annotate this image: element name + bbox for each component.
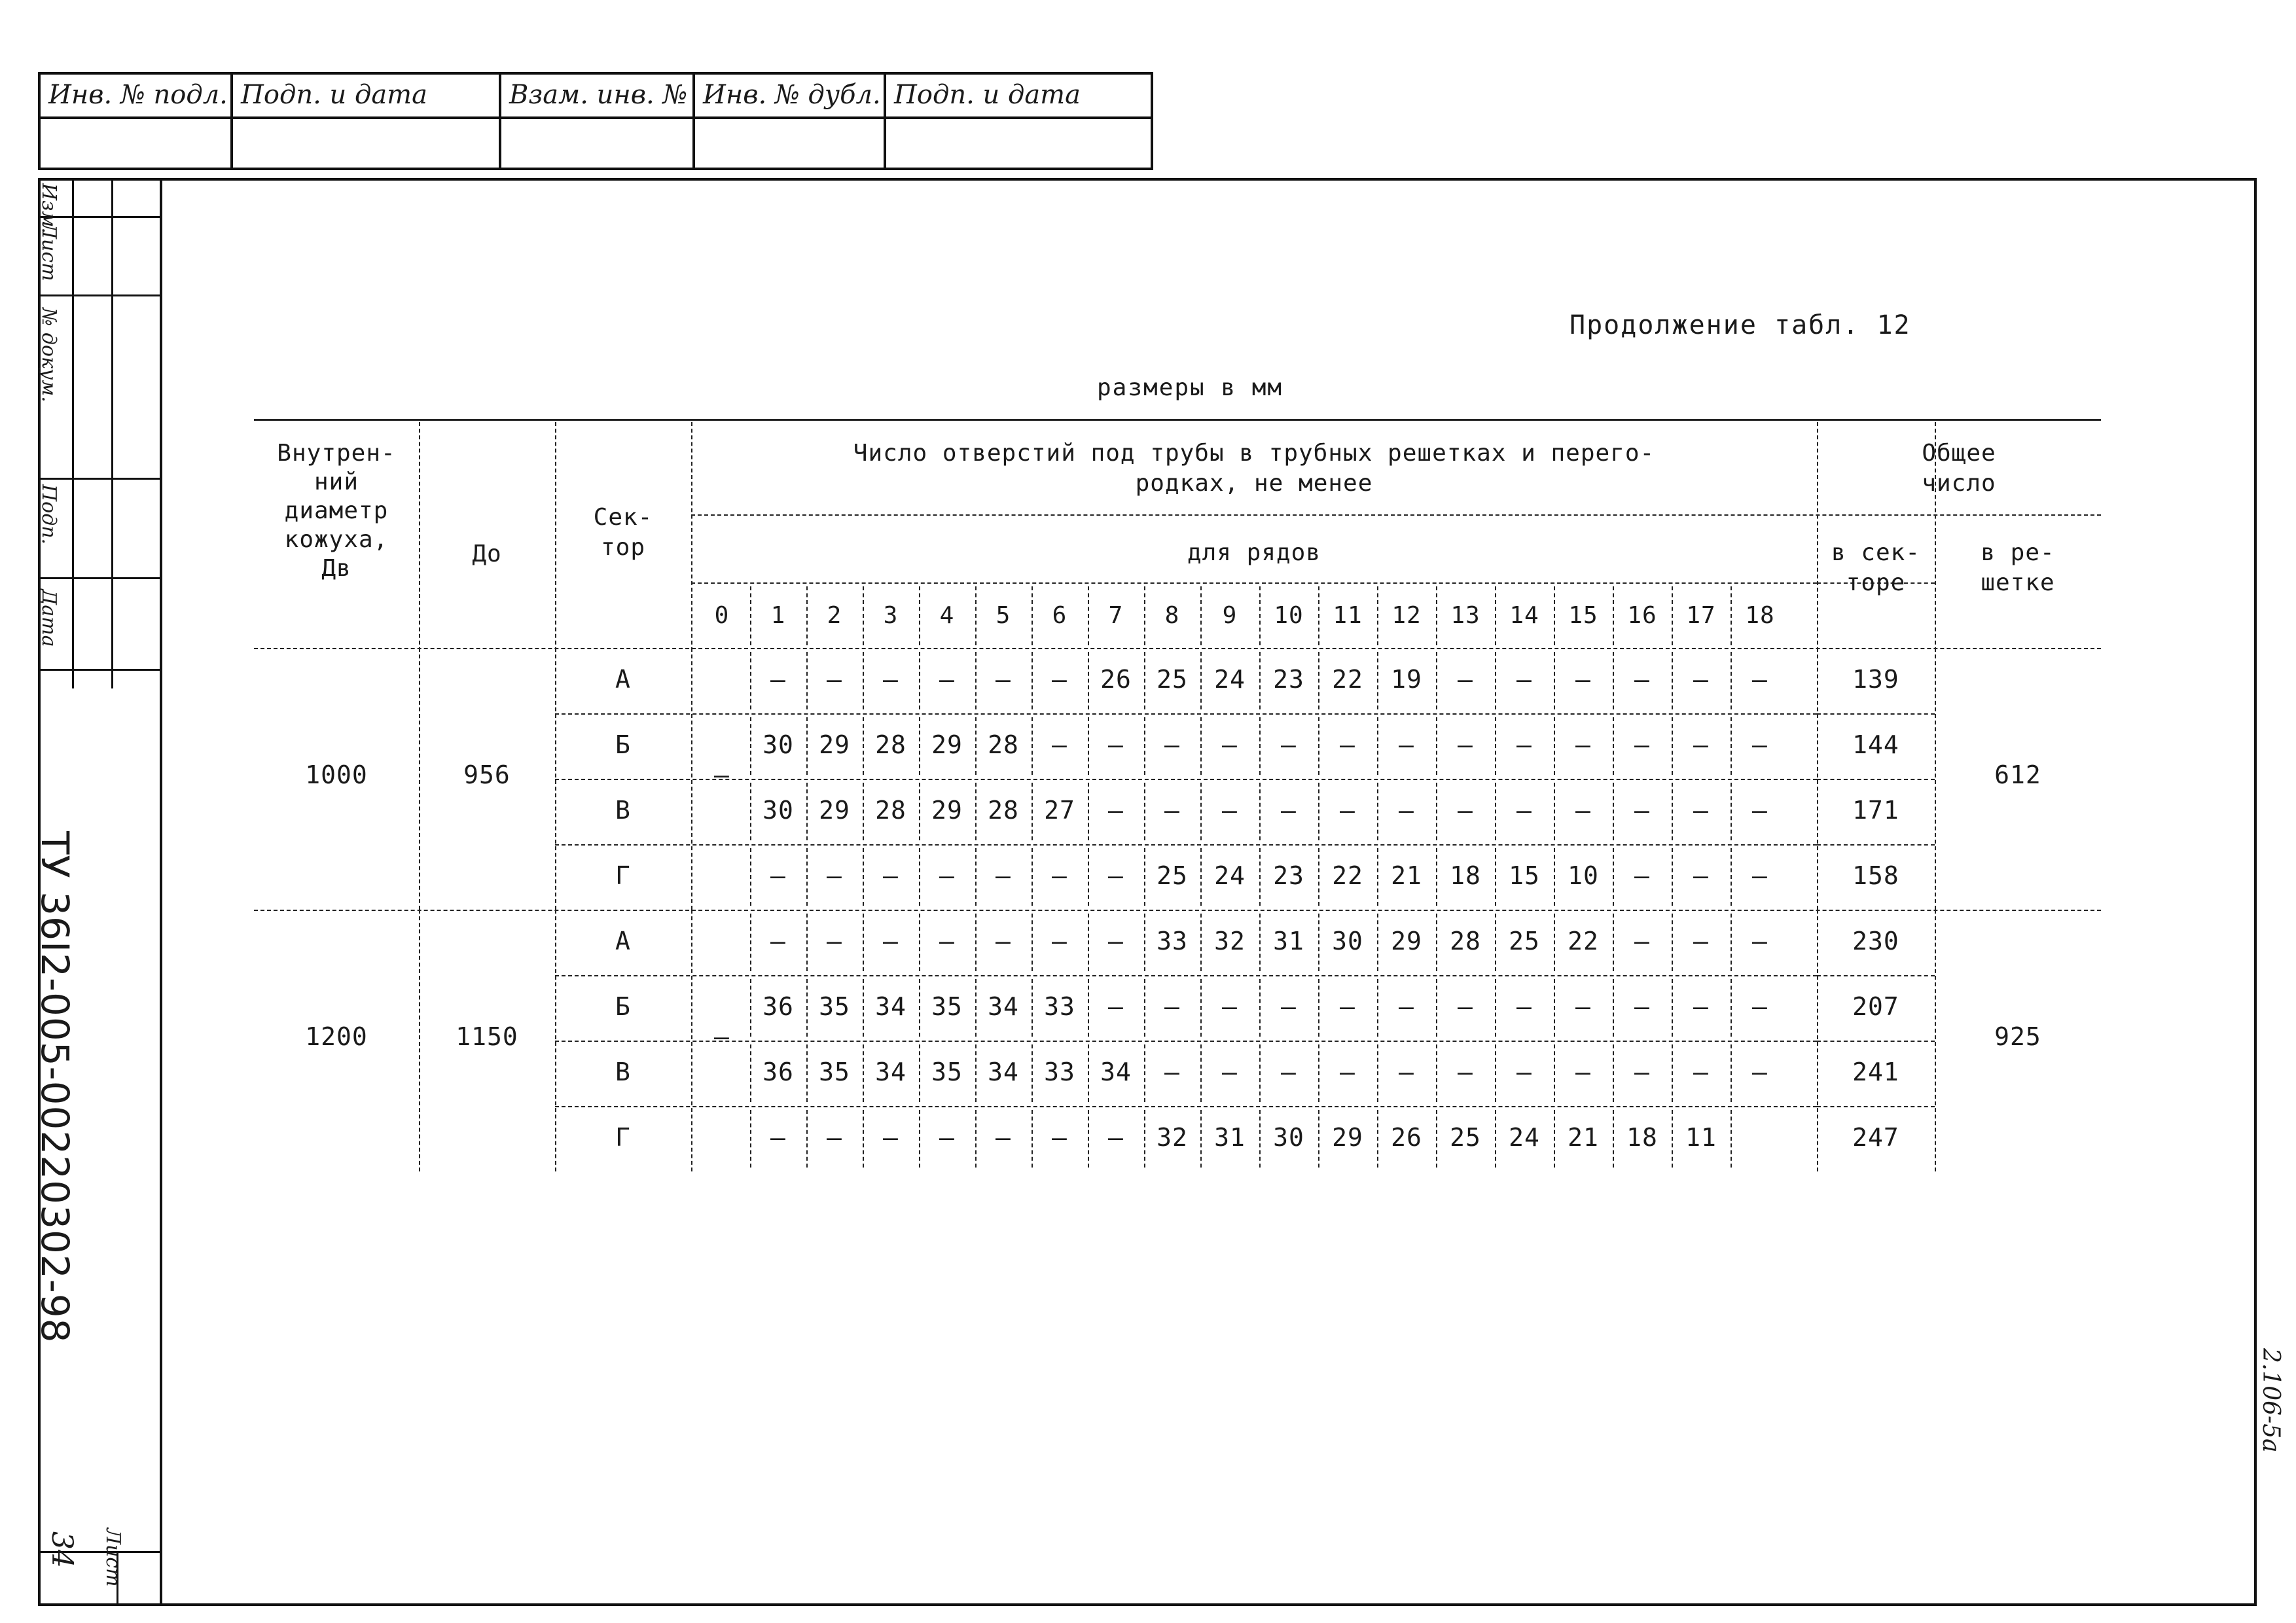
in-grid-cell: 612 <box>1994 760 2041 789</box>
row-number-header: 11 <box>1333 602 1363 629</box>
row-value-cell: – <box>996 1123 1011 1152</box>
holes-header-line: Число отверстий под трубы в трубных решетках и перего- <box>853 440 1655 467</box>
row-value-cell: – <box>1340 730 1355 759</box>
row-number-header: 18 <box>1745 602 1775 629</box>
row-number-header: 3 <box>883 602 899 629</box>
row-value-cell: – <box>1281 730 1297 759</box>
row-value-cell: – <box>996 927 1011 955</box>
row-value-cell: 26 <box>1100 665 1132 694</box>
row-value-cell: – <box>939 861 955 890</box>
row-value-cell: 33 <box>1044 992 1075 1021</box>
row-value-cell: 35 <box>819 992 850 1021</box>
row-value-cell: 21 <box>1568 1123 1599 1152</box>
row-value-cell: 30 <box>762 796 794 825</box>
row-value-cell: 35 <box>819 1058 850 1086</box>
in-sector-cell: 207 <box>1852 992 1899 1021</box>
strip-label-change: Изм. <box>37 183 60 234</box>
row-number-header: 4 <box>939 602 955 629</box>
row-value-cell: 23 <box>1273 665 1304 694</box>
row-value-cell: 36 <box>762 1058 794 1086</box>
row-value-cell: – <box>1752 665 1768 694</box>
row-value-cell: 35 <box>931 1058 963 1086</box>
sector-cell: А <box>615 665 631 694</box>
row-value-cell: – <box>1458 796 1473 825</box>
row-value-cell: – <box>1108 861 1124 890</box>
inner-diameter-header-line: Внутрен- <box>277 440 396 467</box>
in-grid-header-line: шетке <box>1981 569 2055 596</box>
row-value-cell: – <box>1281 1058 1297 1086</box>
inner-diameter-header-line: диаметр <box>284 497 389 524</box>
row-value-cell: – <box>1575 796 1591 825</box>
header-rule <box>691 514 2101 516</box>
row-value-cell: – <box>1575 665 1591 694</box>
sector-rule <box>555 975 1817 976</box>
row-value-cell: – <box>1458 730 1473 759</box>
row-value-cell: – <box>1340 796 1355 825</box>
inner-diameter-header-line: Дв <box>321 555 351 582</box>
row-value-cell: 25 <box>1450 1123 1481 1152</box>
row-value-cell: – <box>827 1123 842 1152</box>
sector-header-line: Сек- <box>593 504 653 531</box>
strip-label-signature: Подп. <box>37 484 60 545</box>
row-number-header: 1 <box>770 602 786 629</box>
row-number-header: 15 <box>1568 602 1598 629</box>
row-value-cell: – <box>1458 665 1473 694</box>
in-sector-cell: 247 <box>1852 1123 1899 1152</box>
row-value-cell: – <box>1222 1058 1238 1086</box>
stamp-header-replaced-inv: Взам. инв. № <box>501 75 695 118</box>
group-rule <box>254 910 2101 911</box>
row-value-cell: – <box>1693 1058 1709 1086</box>
row-value-cell: 28 <box>988 796 1019 825</box>
row-value-cell: – <box>1634 927 1650 955</box>
row-value-cell: – <box>996 665 1011 694</box>
sector-cell: Г <box>615 861 631 890</box>
inner-diameter-cell: 1000 <box>305 760 368 789</box>
row-value-cell: – <box>1164 796 1180 825</box>
row-value-cell: – <box>1752 796 1768 825</box>
row-value-cell: – <box>1399 992 1414 1021</box>
row-value-cell: – <box>1340 992 1355 1021</box>
row-value-cell: – <box>1575 730 1591 759</box>
row-value-cell: – <box>827 927 842 955</box>
row-value-cell: 18 <box>1626 1123 1658 1152</box>
row-value-cell: – <box>1575 992 1591 1021</box>
row-value-cell: 22 <box>1332 665 1363 694</box>
sector-rule <box>555 1041 1817 1042</box>
row-value-cell: 28 <box>875 730 906 759</box>
sector-rule <box>555 779 1817 780</box>
sector-rule <box>1817 844 1935 846</box>
stamp-header-sign-date-2: Подп. и дата <box>894 80 1081 110</box>
row-number-header: 16 <box>1627 602 1657 629</box>
do-cell: 1150 <box>456 1022 518 1051</box>
row-value-cell: 10 <box>1568 861 1599 890</box>
total-header-line: Общее <box>1922 440 1996 467</box>
row-value-cell: – <box>1516 665 1532 694</box>
row-number-header: 5 <box>996 602 1011 629</box>
row-value-cell: 34 <box>1100 1058 1132 1086</box>
row-value-cell: – <box>1693 927 1709 955</box>
sector-rule <box>1817 1041 1935 1042</box>
row-value-cell: – <box>1693 730 1709 759</box>
row-value-cell: – <box>1222 730 1238 759</box>
sector-rule <box>1817 1106 1935 1107</box>
row-value-cell: – <box>996 861 1011 890</box>
row-value-cell: – <box>1222 992 1238 1021</box>
row-value-cell: 26 <box>1391 1123 1422 1152</box>
units-caption: размеры в мм <box>1097 374 1283 401</box>
inner-diameter-header-line: кожуха, <box>284 526 389 553</box>
row-value-cell: – <box>1052 861 1067 890</box>
inner-diameter-cell: 1200 <box>305 1022 368 1051</box>
row-value-cell: 32 <box>1214 927 1246 955</box>
row-value-cell: – <box>1575 1058 1591 1086</box>
row-value-cell: 30 <box>1273 1123 1304 1152</box>
row-value-cell: – <box>1052 730 1067 759</box>
row-value-cell: 33 <box>1157 927 1188 955</box>
row-value-cell: 34 <box>875 992 906 1021</box>
row-value-cell: – <box>1399 796 1414 825</box>
row-value-cell: 24 <box>1214 861 1246 890</box>
row-number-header: 12 <box>1391 602 1422 629</box>
row-value-cell: – <box>1164 730 1180 759</box>
in-grid-header-line: в ре- <box>1981 539 2055 566</box>
row-value-cell: – <box>883 665 899 694</box>
row-value-cell: – <box>827 861 842 890</box>
in-sector-cell: 241 <box>1852 1058 1899 1086</box>
row-value-cell: – <box>1164 992 1180 1021</box>
row-value-cell: 11 <box>1685 1123 1717 1152</box>
row-value-cell: 29 <box>819 730 850 759</box>
row-value-cell: – <box>1052 1123 1067 1152</box>
row-value-cell: – <box>1399 1058 1414 1086</box>
row-value-cell: 30 <box>762 730 794 759</box>
in-sector-cell: 158 <box>1852 861 1899 890</box>
row-number-header: 13 <box>1450 602 1480 629</box>
row-value-cell: – <box>1693 861 1709 890</box>
row-value-cell: – <box>939 1123 955 1152</box>
row-value-cell: 31 <box>1214 1123 1246 1152</box>
header-rule <box>691 582 1817 584</box>
row-value-cell: – <box>1634 730 1650 759</box>
sector-rule <box>555 713 1817 715</box>
row-value-cell: – <box>1693 796 1709 825</box>
row-value-cell: – <box>1516 730 1532 759</box>
row-value-cell: – <box>1634 665 1650 694</box>
in-sector-header-line: в сек- <box>1831 539 1921 566</box>
sector-rule <box>555 1106 1817 1107</box>
row-value-cell: 22 <box>1332 861 1363 890</box>
row-value-cell: 33 <box>1044 1058 1075 1086</box>
margin-code: 2.106-5а <box>2257 1348 2284 1453</box>
in-sector-cell: 144 <box>1852 730 1899 759</box>
grid-line <box>419 422 420 651</box>
row-value-cell: 15 <box>1509 861 1540 890</box>
row-number-header: 14 <box>1509 602 1539 629</box>
row-number-header: 6 <box>1052 602 1067 629</box>
total-header-line: число <box>1922 470 1996 497</box>
row-value-cell: 29 <box>931 796 963 825</box>
row-value-cell: – <box>1340 1058 1355 1086</box>
row-value-cell: – <box>1108 796 1124 825</box>
row-value-cell: – <box>1281 796 1297 825</box>
row-value-cell: – <box>770 927 786 955</box>
inner-diameter-header-line: ний <box>314 469 359 495</box>
sector-cell: Б <box>615 730 631 759</box>
row-value-cell: – <box>1458 992 1473 1021</box>
row-value-cell: – <box>1752 992 1768 1021</box>
row-value-cell: – <box>1108 992 1124 1021</box>
strip-label-doc-num: № докум. <box>37 308 60 402</box>
in-sector-cell: 139 <box>1852 665 1899 694</box>
row-value-cell: – <box>883 861 899 890</box>
row-value-cell: – <box>770 665 786 694</box>
stamp-header-sign-date: Подп. и дата <box>233 75 501 118</box>
row-value-cell: 18 <box>1450 861 1481 890</box>
group-rule <box>254 648 2101 649</box>
row-value-cell: 29 <box>1332 1123 1363 1152</box>
row-value-cell: 22 <box>1568 927 1599 955</box>
row-value-cell: 31 <box>1273 927 1304 955</box>
row-value-cell: – <box>1516 796 1532 825</box>
strip-label-date: Дата <box>37 589 60 647</box>
stamp-header-inv-orig: Инв. № подл. <box>41 75 233 118</box>
sector-rule <box>555 844 1817 846</box>
row-number-header: 9 <box>1222 602 1238 629</box>
row-value-cell: – <box>1516 992 1532 1021</box>
row-value-cell: – <box>1516 1058 1532 1086</box>
row-value-cell: – <box>1693 665 1709 694</box>
sector-cell: В <box>615 796 631 825</box>
document-code: ТУ 36I2-005-00220302-98 <box>33 831 77 1344</box>
row-value-cell: – <box>1281 992 1297 1021</box>
row-value-cell: 27 <box>1044 796 1075 825</box>
in-sector-header-line: торе <box>1846 569 1906 596</box>
table-top-rule <box>254 419 2101 421</box>
row-0-cell: – <box>714 1022 730 1051</box>
row-value-cell: – <box>1164 1058 1180 1086</box>
row-value-cell: 29 <box>1391 927 1422 955</box>
do-header: До <box>472 541 502 567</box>
row-value-cell: – <box>1108 927 1124 955</box>
row-value-cell: – <box>770 1123 786 1152</box>
table-continuation-caption: Продолжение табл. 12 <box>1570 310 1911 340</box>
row-value-cell: – <box>1752 861 1768 890</box>
row-0-cell: – <box>714 760 730 789</box>
row-value-cell: – <box>1108 730 1124 759</box>
row-value-cell: – <box>883 1123 899 1152</box>
row-number-header: 2 <box>827 602 842 629</box>
row-value-cell: – <box>1752 730 1768 759</box>
row-value-cell: – <box>1108 1123 1124 1152</box>
row-value-cell: 25 <box>1509 927 1540 955</box>
row-value-cell: – <box>1634 861 1650 890</box>
row-value-cell: 19 <box>1391 665 1422 694</box>
row-value-cell: 24 <box>1214 665 1246 694</box>
row-number-header: 8 <box>1164 602 1180 629</box>
row-value-cell: – <box>1752 1058 1768 1086</box>
in-sector-cell: 230 <box>1852 927 1899 955</box>
row-value-cell: 25 <box>1157 665 1188 694</box>
row-value-cell: 23 <box>1273 861 1304 890</box>
sector-cell: А <box>615 927 631 955</box>
row-value-cell: 29 <box>819 796 850 825</box>
sector-cell: Г <box>615 1123 631 1152</box>
row-value-cell: – <box>1693 992 1709 1021</box>
row-value-cell: 30 <box>1332 927 1363 955</box>
do-cell: 956 <box>463 760 511 789</box>
for-rows-header: для рядов <box>1187 539 1321 566</box>
row-value-cell: 34 <box>988 1058 1019 1086</box>
row-value-cell: 24 <box>1509 1123 1540 1152</box>
sector-header-line: тор <box>600 534 646 561</box>
row-value-cell: 29 <box>931 730 963 759</box>
row-value-cell: 28 <box>988 730 1019 759</box>
row-value-cell: 25 <box>1157 861 1188 890</box>
sector-cell: В <box>615 1058 631 1086</box>
row-number-header: 7 <box>1108 602 1124 629</box>
row-value-cell: – <box>827 665 842 694</box>
sheet-label: Лист <box>101 1528 124 1587</box>
row-value-cell: 28 <box>1450 927 1481 955</box>
row-value-cell: – <box>1052 665 1067 694</box>
row-value-cell: – <box>883 927 899 955</box>
row-value-cell: – <box>1752 927 1768 955</box>
row-number-header: 10 <box>1274 602 1304 629</box>
row-value-cell: – <box>939 665 955 694</box>
in-grid-cell: 925 <box>1994 1022 2041 1051</box>
sector-cell: Б <box>615 992 631 1021</box>
sector-rule <box>1817 779 1935 780</box>
stamp-header-dup-inv: Инв. № дубл. <box>695 75 886 118</box>
row-value-cell: – <box>1399 730 1414 759</box>
sector-rule <box>1817 975 1935 976</box>
row-value-cell: 21 <box>1391 861 1422 890</box>
in-sector-cell: 171 <box>1852 796 1899 825</box>
row-value-cell: – <box>1634 796 1650 825</box>
row-value-cell: 36 <box>762 992 794 1021</box>
row-value-cell: – <box>939 927 955 955</box>
row-value-cell: 35 <box>931 992 963 1021</box>
cell-divider <box>1731 1110 1732 1168</box>
row-value-cell: 34 <box>875 1058 906 1086</box>
row-value-cell: 32 <box>1157 1123 1188 1152</box>
row-value-cell: – <box>1222 796 1238 825</box>
strip-label-sheet: Лист <box>37 223 60 281</box>
row-value-cell: – <box>1634 992 1650 1021</box>
row-value-cell: – <box>1634 1058 1650 1086</box>
row-number-header: 17 <box>1686 602 1716 629</box>
row-value-cell: – <box>1458 1058 1473 1086</box>
sheet-number: 34 <box>45 1531 79 1568</box>
row-value-cell: 28 <box>875 796 906 825</box>
row-value-cell: 34 <box>988 992 1019 1021</box>
row-value-cell: – <box>770 861 786 890</box>
holes-header-line: родках, не менее <box>1135 470 1373 497</box>
sector-rule <box>1817 713 1935 715</box>
row-number-header: 0 <box>714 602 730 629</box>
row-value-cell: – <box>1052 927 1067 955</box>
